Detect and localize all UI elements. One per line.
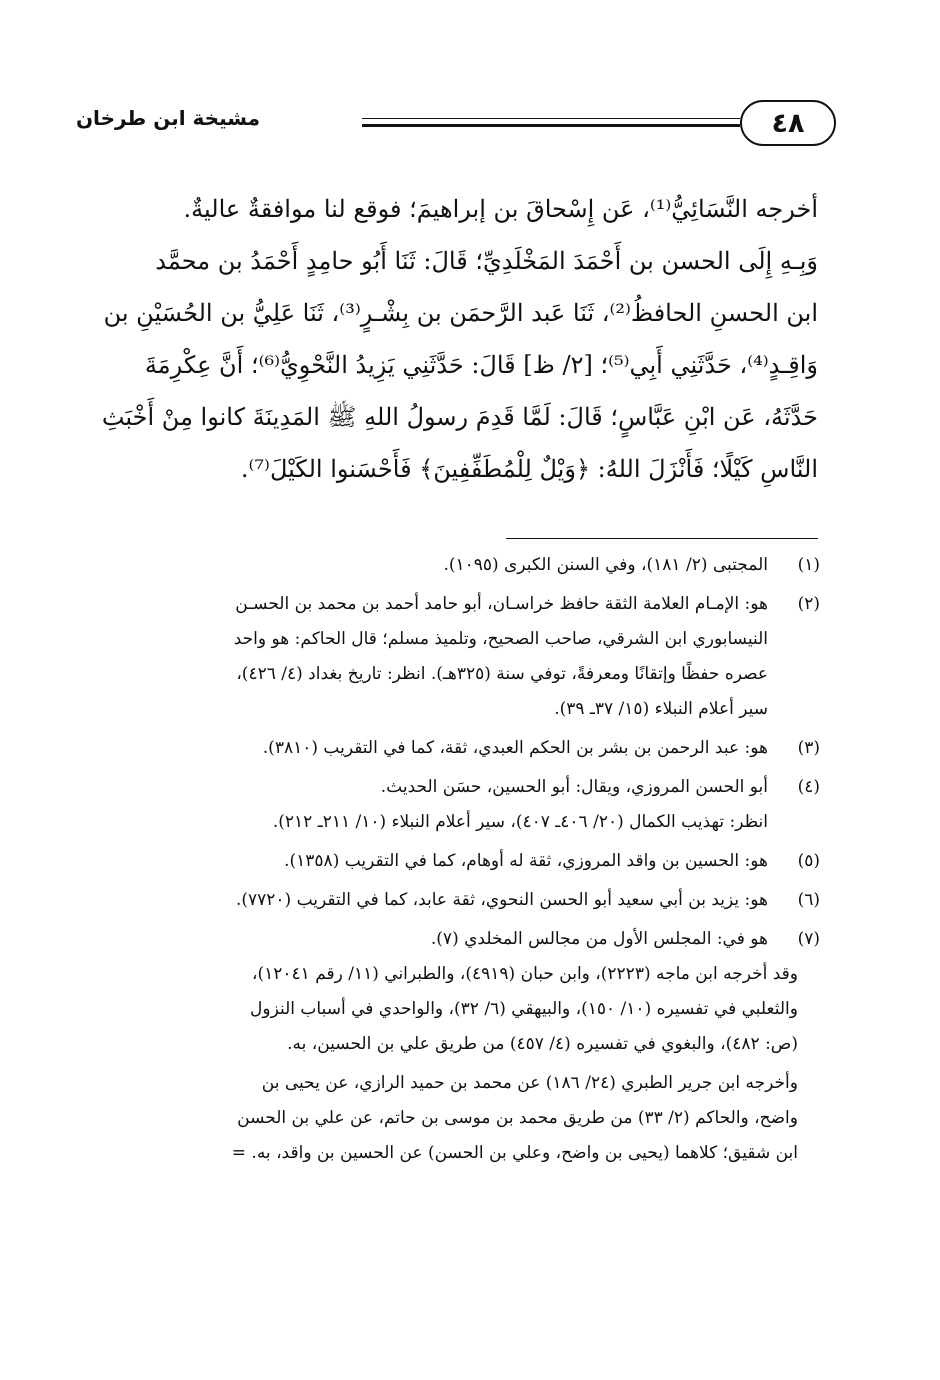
footnote-separator	[506, 538, 818, 539]
main-text-line: أخرجه النَّسَائِيُّ⁽¹⁾، عَن إِسْحاقَ بن إبراهيمَ؛ فوقع لنا موافقةٌ عاليةٌ.	[183, 195, 818, 223]
footnote-number: (٦)	[797, 890, 820, 910]
footnote-line: هو: الإمـام العلامة الثقة حافظ خراسـان، أبو حامد أحمد بن محمد بن الحسـن	[235, 594, 768, 614]
footnotes	[100, 548, 820, 1171]
footnote-number: (٧)	[797, 929, 820, 949]
header-rule-thick	[362, 124, 740, 127]
footnote-number: (١)	[797, 555, 820, 575]
main-text-line: حَدَّثَهُ، عَن ابْنِ عَبَّاسٍ؛ قَالَ: لَمَّا قَدِمَ رسولُ اللهِ ﷺ المَدِينَةَ كانوا مِنْ أَخْبَثِ	[101, 403, 818, 431]
footnote-line: هو في: المجلس الأول من مجالس المخلدي (٧).	[430, 929, 768, 949]
footnote-number: (٣)	[797, 738, 820, 758]
main-text-line: ابن الحسنِ الحافظُ⁽²⁾، ثَنَا عَبد الرَّحمَن بن بِشْـرٍ⁽³⁾، ثَنَا عَلِيُّ بن الحُسَيْنِ بن	[103, 299, 818, 327]
footnote-line: انظر: تهذيب الكمال (٢٠/ ٤٠٦ـ ٤٠٧)، سير أعلام النبلاء (١٠/ ٢١١ـ ٢١٢).	[272, 812, 768, 832]
footnote-number: (٤)	[797, 777, 820, 797]
main-text-line: وَبِـهِ إِلَى الحسن بن أَحْمَدَ المَخْلَدِيِّ؛ قَالَ: ثَنَا أَبُو حامِدٍ أَحْمَدُ بن محمَّد	[155, 247, 818, 275]
footnote-line: وأخرجه ابن جرير الطبري (٢٤/ ١٨٦) عن محمد بن حميد الرازي، عن يحيى بن	[261, 1073, 798, 1093]
footnote-line: أبو الحسن المروزي، ويقال: أبو الحسين، حسَن الحديث.	[380, 777, 768, 797]
page-header	[75, 98, 836, 154]
footnote-line: هو: عبد الرحمن بن بشر بن الحكم العبدي، ثقة، كما في التقريب (٣٨١٠).	[262, 738, 768, 758]
main-text	[100, 183, 818, 495]
footnote-3	[100, 731, 820, 766]
footnote-4	[100, 770, 820, 840]
footnote-5	[100, 844, 820, 879]
footnote-line: واضح، والحاكم (٢/ ٣٣) من طريق محمد بن موسى بن حاتم، عن علي بن الحسن	[237, 1108, 798, 1128]
footnote-line: النيسابوري ابن الشرقي، صاحب الصحيح، وتلميذ مسلم؛ قال الحاكم: هو واحد	[233, 629, 768, 649]
main-text-line: النَّاسِ كَيْلًا؛ فَأَنْزَلَ اللهُ: ﴿وَيْلٌ لِلْمُطَفِّفِينَ﴾ فَأَحْسَنوا الكَيْلَ⁽⁷⁾.	[240, 455, 818, 483]
footnote-2	[100, 587, 820, 727]
footnote-7-continuation-a	[100, 957, 798, 1062]
main-text-line: وَاقِـدٍ⁽⁴⁾، حَدَّثَنِي أَبِي⁽⁵⁾؛ [٢/ ظ] قَالَ: حَدَّثَنِي يَزِيدُ النَّحْوِيُّ⁽⁶⁾؛ أَنَّ عِكْرِمَةَ	[144, 351, 818, 379]
running-title: مشيخة ابن طرخان	[75, 106, 260, 130]
footnote-line: سير أعلام النبلاء (١٥/ ٣٧ـ ٣٩).	[554, 699, 768, 719]
footnote-6	[100, 883, 820, 918]
page-number-badge: ٤٨	[740, 100, 836, 146]
footnote-number: (٥)	[797, 851, 820, 871]
footnote-line: عصره حفظًا وإتقانًا ومعرفةً، توفي سنة (٣٢٥هـ). انظر: تاريخ بغداد (٤/ ٤٢٦)،	[236, 664, 768, 684]
footnote-line: والثعلبي في تفسيره (١٠/ ١٥٠)، والبيهقي (٦/ ٣٢)، والواحدي في أسباب النزول	[250, 999, 798, 1019]
footnote-line: هو: يزيد بن أبي سعيد أبو الحسن النحوي، ثقة عابد، كما في التقريب (٧٧٢٠).	[235, 890, 768, 910]
footnote-line: المجتبى (٢/ ١٨١)، وفي السنن الكبرى (١٠٩٥).	[443, 555, 768, 575]
footnote-7-continuation-b	[100, 1066, 798, 1171]
footnote-7	[100, 922, 820, 957]
footnote-line: ابن شقيق؛ كلاهما (يحيى بن واضح، وعلي بن الحسن) عن الحسين بن واقد، به. =	[231, 1143, 798, 1163]
footnote-number: (٢)	[797, 594, 820, 614]
footnote-1	[100, 548, 820, 583]
header-rule-thin	[362, 118, 740, 119]
footnote-line: (ص: ٤٨٢)، والبغوي في تفسيره (٤/ ٤٥٧) من طريق علي بن الحسين، به.	[287, 1034, 798, 1054]
footnote-line: هو: الحسين بن واقد المروزي، ثقة له أوهام، كما في التقريب (١٣٥٨).	[284, 851, 768, 871]
footnote-line: وقد أخرجه ابن ماجه (٢٢٢٣)، وابن حبان (٤٩١٩)، والطبراني (١١/ رقم ١٢٠٤١)،	[252, 964, 798, 984]
